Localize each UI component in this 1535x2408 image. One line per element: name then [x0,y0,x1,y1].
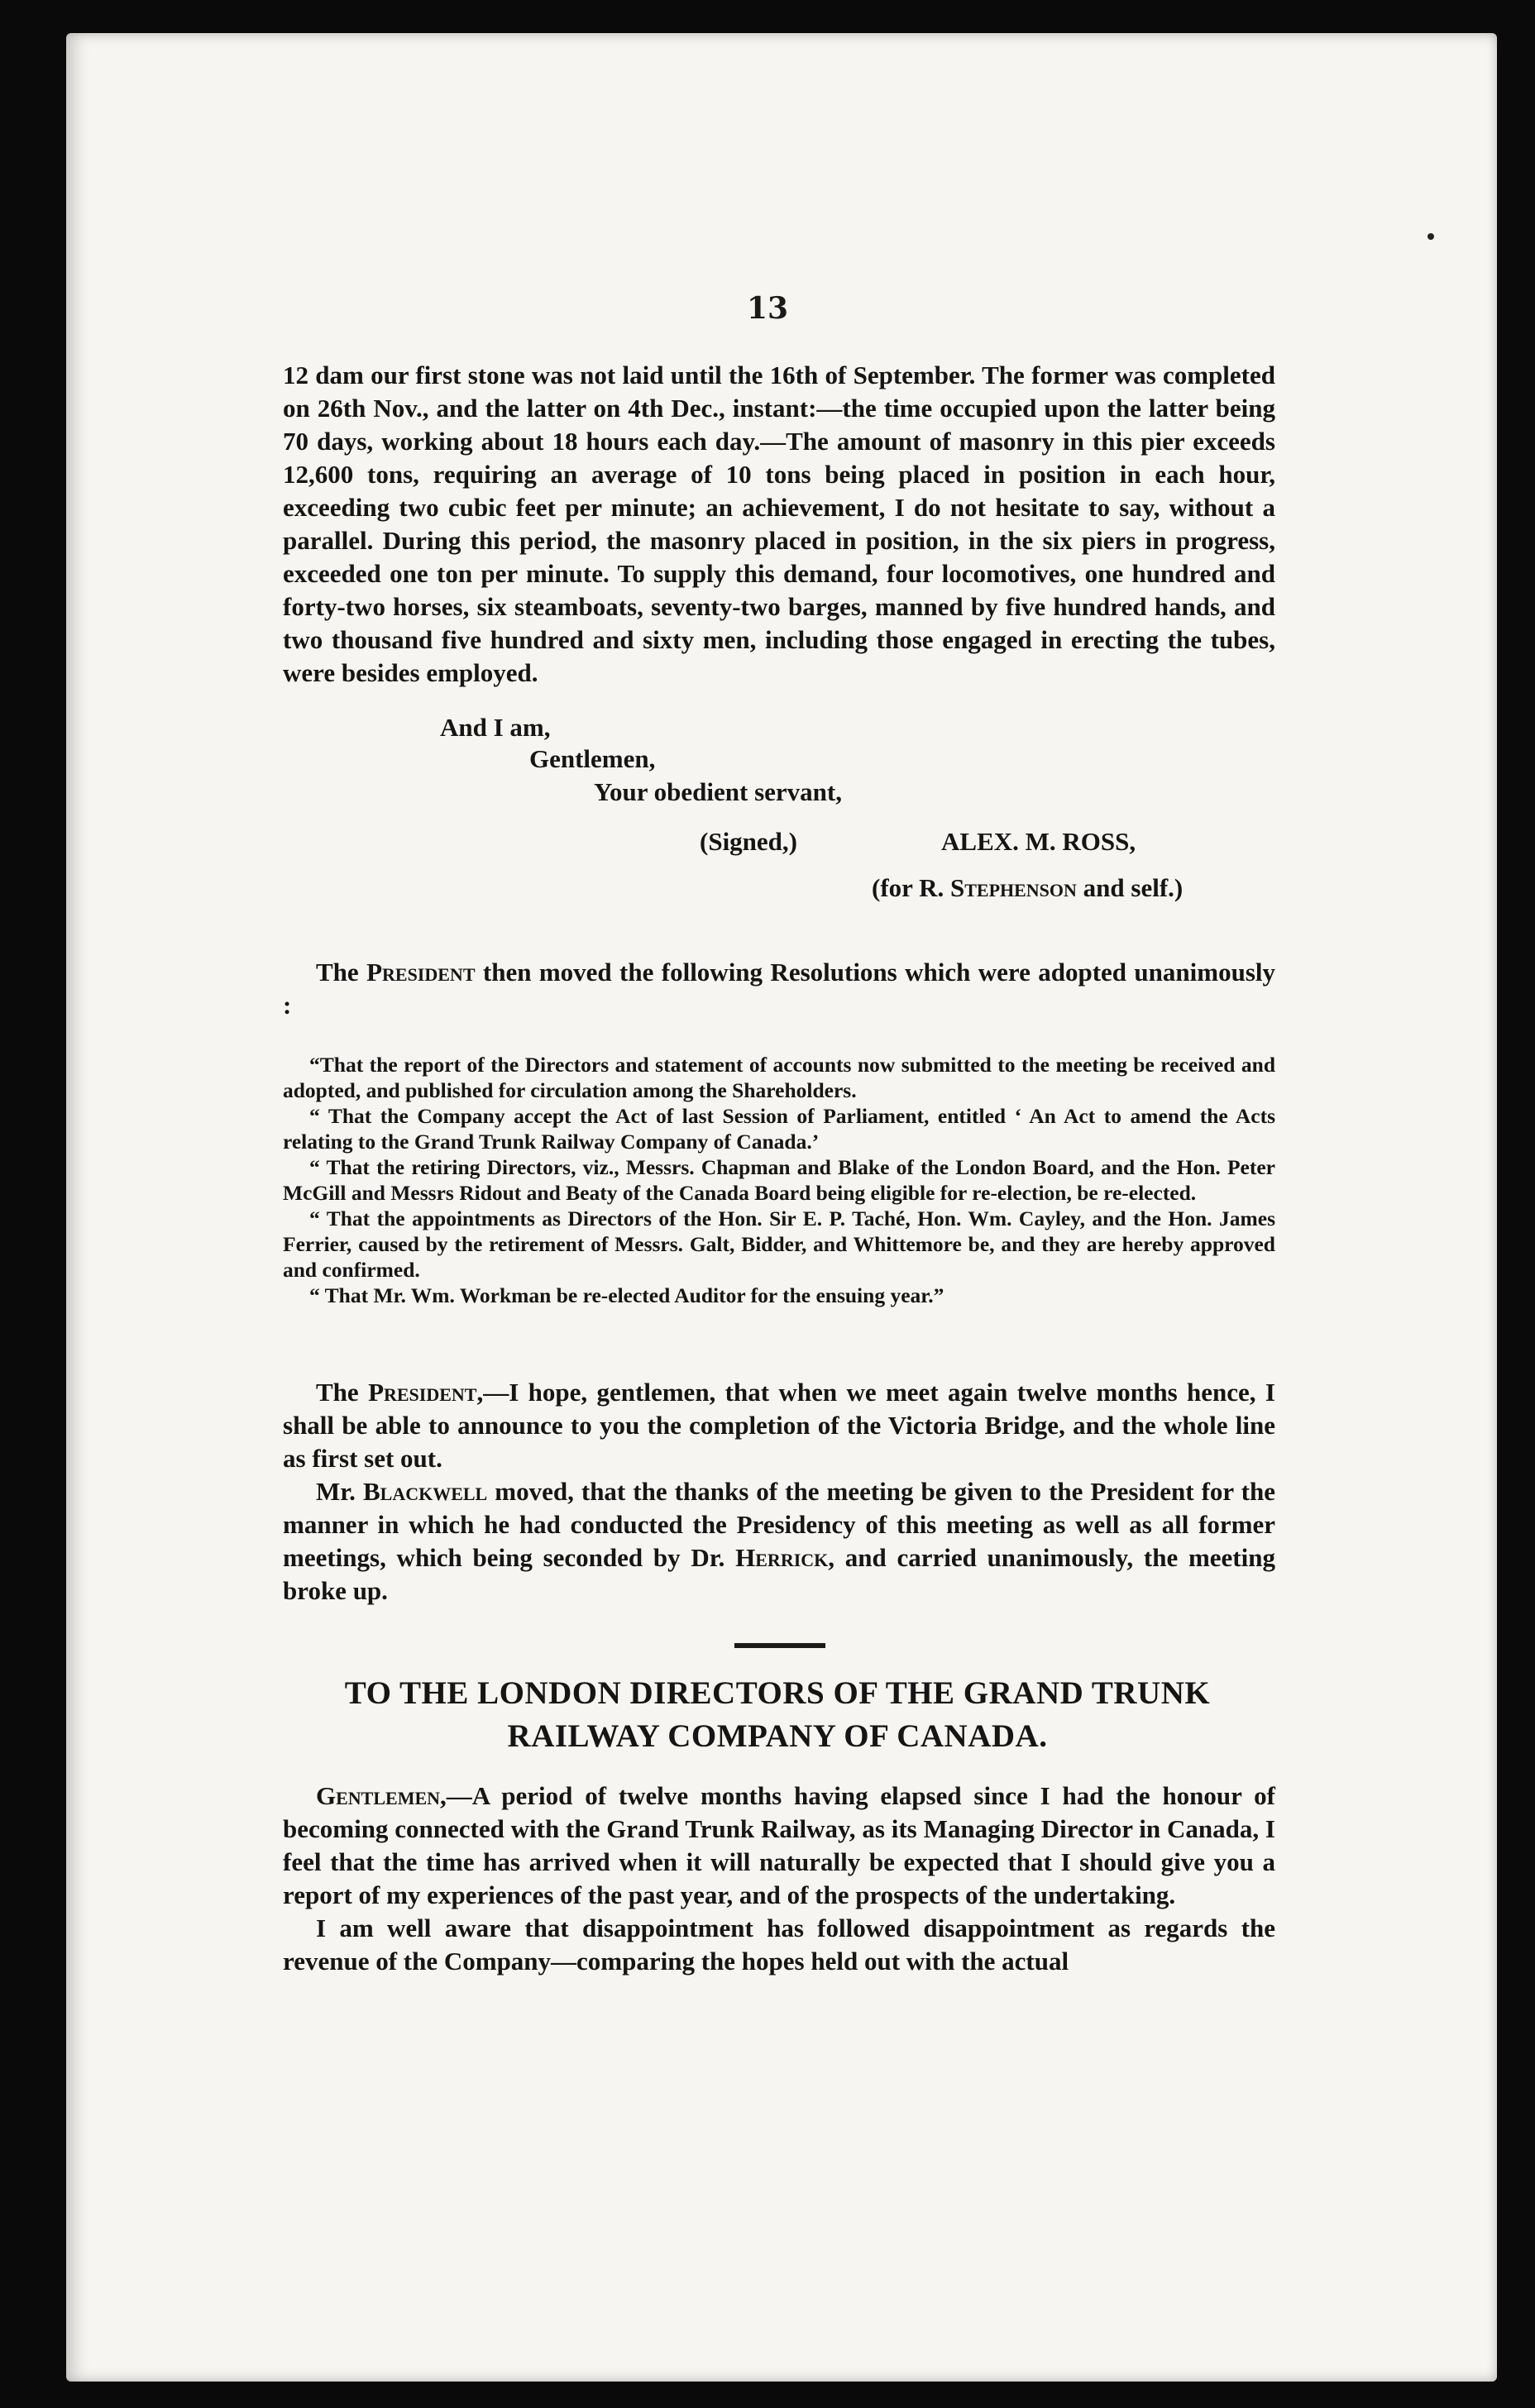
president-remark [283,1376,1275,1608]
closing-servant: Your obedient servant, [594,777,842,806]
resolutions-list [283,1052,1275,1308]
report-paragraph-1 [283,1780,1275,1912]
report-paragraph-2: I am well aware that disappointment has followed disappointment as regards the revenue of the Company—comparing the hopes held out with the actual [283,1913,1275,1976]
for-pre: (for R. [872,873,950,902]
president-motion [283,956,1275,1022]
resolution-item: “ That Mr. Wm. Workman be re-elected Auditor for the ensuing year.” [309,1283,944,1307]
for-post: and self.) [1076,873,1184,902]
closing-signer: ALEX. M. ROSS, [941,827,1136,856]
blackwell-paragraph [283,1475,1275,1608]
for-name: Stephenson [949,873,1077,902]
report-para1-text: ,—A period of twelve months having elapsed since I had the honour of becoming connected with the Grand Trunk Railway, as its Managing Director in Canada, I feel that the time has arrived when it will naturally be expected that I should give you a report of my experiences of the past year, and of the prospects of the undertaking. [283,1781,1275,1909]
remark-role: President [368,1378,477,1407]
president-remark-paragraph [283,1376,1275,1475]
blackwell-name: Blackwell [362,1477,488,1506]
closing-and-i-am: And I am, [440,713,551,742]
closing-signed: (Signed,) [700,827,797,856]
heading-line-1: TO THE LONDON DIRECTORS OF THE GRAND TRUNK [344,1675,1211,1711]
letter-continuation [283,359,1275,690]
resolution-item: “ That the Company accept the Act of last Session of Parliament, entitled ‘ An Act to amend the Acts relating to the Grand Trunk Railway Company of Canada.’ [283,1104,1275,1154]
motion-role: President [366,958,476,987]
blackwell-seconder: Herrick [735,1543,829,1572]
blackwell-text: moved, that the thanks of the meeting be given to the President for the manner in which he had conducted the Presidency of this meeting as well as all former meetings, which being seconded by Dr. [283,1477,1275,1572]
report-body [283,1780,1275,1978]
letter-paragraph: 12 dam our first stone was not laid until the 16th of September. The former was completed on 26th Nov., and the latter on 4th Dec., instant:—the time occupied upon the latter being 70 days, working about 18 hours each day.—The amount of masonry in this pier exceeds 12,600 tons, requiring an average of 10 tons being placed in position in each hour, exceeding two cubic feet per minute; an achievement, I do not hesitate to say, without a parallel. During this period, the masonry placed in position, in the six piers in progress, exceeded one ton per minute. To supply this demand, four locomotives, one hundred and forty-two horses, six steamboats, seventy-two barges, manned by five hundred hands, and two thousand five hundred and sixty men, including those engaged in erecting the tubes, were besides employed. [283,361,1275,687]
blackwell-post: , and carried unanimously, the meeting broke up. [283,1543,1275,1605]
page-speck [1427,233,1434,240]
closing-for-line [872,873,1183,903]
closing-gentlemen: Gentlemen, [529,744,656,773]
section-heading [265,1672,1290,1758]
motion-title: The [316,958,367,987]
remark-title: The [316,1378,369,1407]
heading-line-2: RAILWAY COMPANY OF CANADA. [507,1718,1048,1754]
section-divider [734,1643,825,1648]
resolution-item: “ That the appointments as Directors of the Hon. Sir E. P. Taché, Hon. Wm. Cayley, and the Hon. James Ferrier, caused by the retirement of Messrs. Galt, Bidder, and Whittemore be, and they are hereby approved and confirmed. [283,1206,1275,1282]
resolution-item: “That the report of the Directors and statement of accounts now submitted to the meeting be received and adopted, and published for circulation among the Shareholders. [283,1053,1275,1102]
motion-text: then moved the following Resolutions which were adopted unanimously : [283,958,1276,1020]
report-salutation: Gentlemen [316,1781,441,1810]
resolution-item: “ That the retiring Directors, viz., Messrs. Chapman and Blake of the London Board, and the Hon. Peter McGill and Messrs Ridout and Beaty of the Canada Board being eligible for re-election, be re-elected. [283,1155,1275,1205]
page-number: 13 [746,291,789,326]
remark-text: ,—I hope, gentlemen, that when we meet again twelve months hence, I shall be able to announce to you the completion of the Victoria Bridge, and the whole line as first set out. [283,1378,1275,1473]
blackwell-pre: Mr. [316,1477,363,1506]
president-motion-paragraph [283,956,1275,1022]
